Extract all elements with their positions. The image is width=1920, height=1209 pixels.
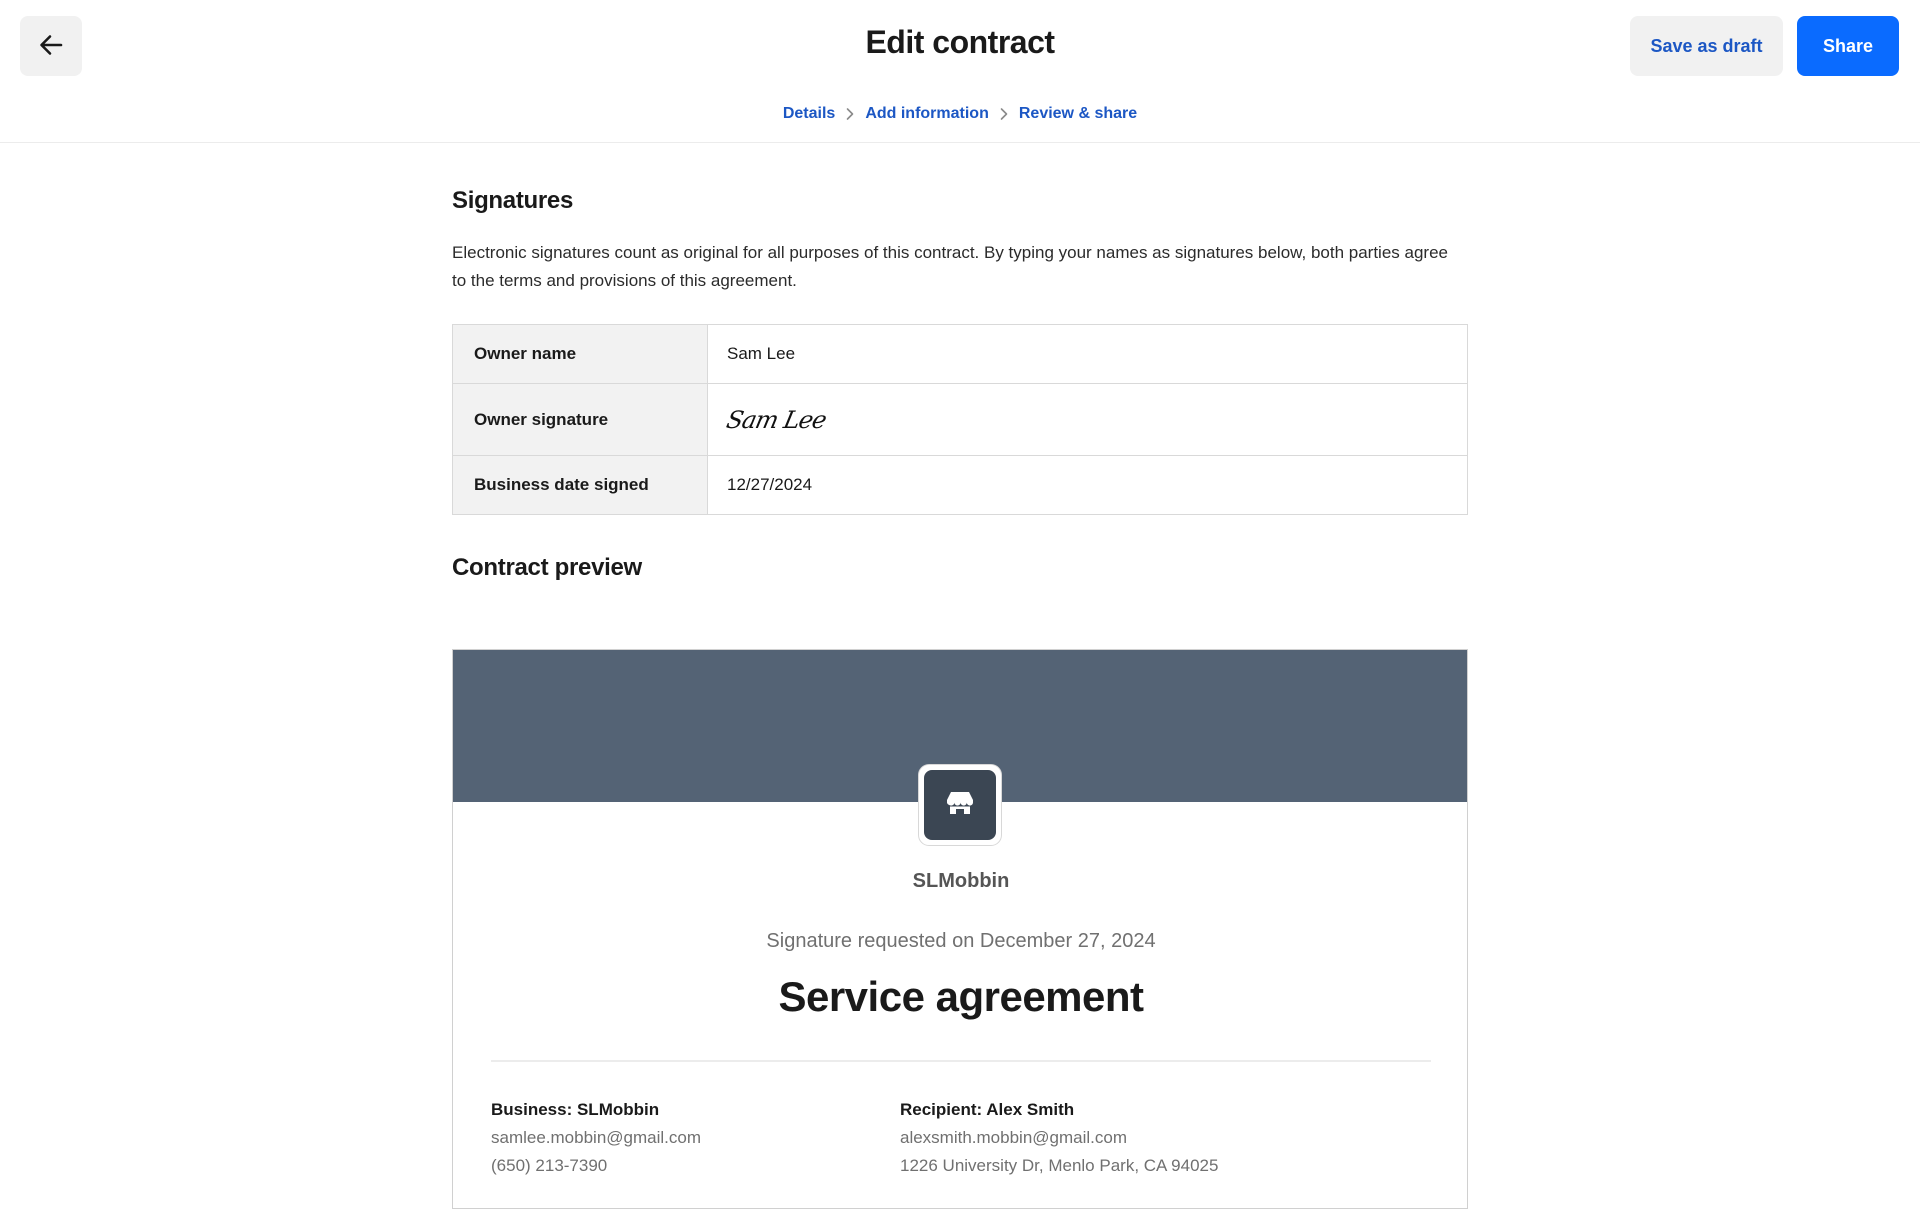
document-title: Service agreement	[778, 973, 1144, 1020]
business-details	[491, 1096, 701, 1180]
owner-name-label: Owner name	[453, 325, 708, 384]
chevron-right-icon	[999, 107, 1009, 121]
recipient-details	[900, 1096, 1218, 1180]
arrow-left-icon	[37, 31, 65, 62]
business-phone: (650) 213-7390	[491, 1156, 608, 1175]
signatures-heading: Signatures	[452, 187, 574, 214]
business-logo	[919, 765, 1001, 845]
signatures-description: Electronic signatures count as original for all purposes of this contract. By typing your names as signatures below, both parties agree to the terms and provisions of this agreement.	[452, 243, 1448, 290]
table-row	[453, 325, 1468, 384]
business-email: samlee.mobbin@gmail.com	[491, 1128, 702, 1147]
save-as-draft-button[interactable]: Save as draft	[1630, 16, 1783, 76]
top-bar	[0, 0, 1920, 143]
chevron-right-icon	[845, 107, 855, 121]
divider	[491, 1060, 1431, 1062]
breadcrumb-add-information[interactable]: Add information	[865, 105, 989, 122]
recipient-address: 1226 University Dr, Menlo Park, CA 94025	[900, 1156, 1219, 1175]
recipient-heading: Recipient: Alex Smith	[900, 1100, 1075, 1119]
breadcrumb-review-share[interactable]: Review & share	[1018, 105, 1138, 122]
table-row	[453, 384, 1468, 456]
breadcrumb-details[interactable]: Details	[782, 105, 836, 122]
signature-requested-text: Signature requested on December 27, 2024	[766, 930, 1156, 952]
business-date-signed-label: Business date signed	[453, 456, 708, 515]
contract-preview-heading: Contract preview	[452, 554, 642, 581]
recipient-email: alexsmith.mobbin@gmail.com	[900, 1128, 1128, 1147]
owner-signature-script: Sam Lee	[724, 405, 829, 434]
signatures-table	[452, 324, 1468, 515]
owner-name-value: Sam Lee	[708, 325, 1468, 384]
business-heading: Business: SLMobbin	[491, 1100, 660, 1119]
table-row	[453, 456, 1468, 515]
breadcrumb	[0, 105, 1920, 123]
share-button[interactable]: Share	[1797, 16, 1899, 76]
business-date-signed-value: 12/27/2024	[708, 456, 1468, 515]
owner-signature-value	[708, 384, 1468, 456]
contract-preview-card	[452, 649, 1468, 1209]
business-name: SLMobbin	[912, 870, 1010, 892]
owner-signature-label: Owner signature	[453, 384, 708, 456]
back-button[interactable]	[20, 16, 82, 76]
page-title: Edit contract	[865, 24, 1055, 60]
storefront-icon	[945, 789, 975, 822]
